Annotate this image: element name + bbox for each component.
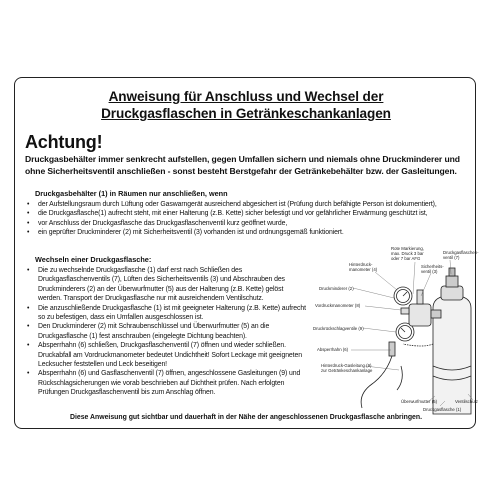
label-max-pressure-afg: oder 7 bar AFG <box>391 256 421 261</box>
label-cylinder-valve: Druckgasflaschen- <box>443 250 479 255</box>
gas-cylinder-diagram <box>305 246 479 414</box>
label-gas-cylinder: Druckgasflasche (1) <box>423 407 462 412</box>
label-shutoff-valve: Absperrhahn (6) <box>317 347 349 352</box>
label-safety-valve: Sicherheits- <box>421 264 444 269</box>
list-item: • Absperrhahn (6) und Gasflaschenventil (7) öffnen, angeschlossene Gasleitungen (9) und Rückschlagsicherungen wie vorab beschrieben auf Dichtheit prüfen. Nach erfolgten Prüfungen Druckgasflaschenventil bis zum Anschlag öffnen. <box>25 369 308 397</box>
label-hinterdruck: Hinterdruck- <box>349 262 373 267</box>
label-check-valves: Druckrückschlagventile (9) <box>313 326 364 331</box>
label-valve-protection: Ventilschutz <box>455 399 478 404</box>
list-item: • Die anzuschließende Druckgasflasche (1) ist mit geeigneter Halterung (z.B. Kette) aufrecht so zu befestigen, dass ein Umfallen ausgeschlossen ist. <box>25 304 308 323</box>
label-inlet-gauge: Vordruckmanometer (8) <box>315 303 361 308</box>
attention-heading: Achtung! <box>25 132 103 152</box>
label-gas-line: Hinterdruck-Gasleitung (9) <box>321 363 372 368</box>
label-max-pressure: max. Druck 3 bar <box>391 251 424 256</box>
label-cylinder-valve-2: ventil (7) <box>443 255 460 260</box>
label-red-marking: Rote Markierung, <box>391 246 424 251</box>
section1-title: Druckgasbehälter (1) in Räumen nur anschließen, wenn <box>35 189 228 198</box>
section1-list <box>25 200 471 238</box>
gas-cylinder-illustration <box>433 268 471 414</box>
list-item: • die Druckgasflasche(1) aufrecht steht, mit einer Halterung (z.B. Kette) sicher befestigt und vor gefährlicher Erwärmung geschützt ist, <box>25 209 471 218</box>
label-union-nut: Überwurfmutter (5) <box>401 399 438 404</box>
list-item: • vor Anschluss der Druckgasflasche das Druckgasflaschenventil kurz geöffnet wurde, <box>25 219 471 228</box>
list-item: • ein geprüfter Druckminderer (2) mit Sicherheitsventil (3) vorhanden ist und ordnungsgemäß funktioniert. <box>25 228 471 237</box>
list-item: • Absperrhahn (6) schließen, Druckgasflaschenventil (7) öffnen und wieder schließen. Druckabfall am Vordruckmanometer bedeutet Undichtheit! Sofort Leckage mit geeigneten Lecksucher feststellen und Leck beseitigen! <box>25 341 308 369</box>
list-item: • Den Druckminderer (2) mit Schraubenschlüssel und Überwurfmutter (5) an die Druckgasflasche (1) fest anschrauben (eingelegte Dichtung beachten). <box>25 322 308 341</box>
warning-text: Druckgasbehälter immer senkrecht aufstellen, gegen Umfallen sichern und niemals ohne Druckminderer und ohne Sicherheitsventil anschließen - sonst besteht Berstgefahr der Getränkebehälter bzw. der Gasleitungen. <box>25 154 460 176</box>
list-item: • Die zu wechselnde Druckgasflasche (1) darf erst nach Schließen des Druckgasflaschenventils (7), Lüften des Sicherheitsventils (3) und Abschrauben des Druckminderers (2) an der Überwurfmutter (5) aus der Halterung (z.B. Kette) gelöst werden. Transport der Druckgasflasche nur mit ausreichendem Ventilschutz. <box>25 266 308 304</box>
footer-note: Diese Anweisung gut sichtbar und dauerhaft in der Nähe der angeschlossenen Druckgasflasche anbringen. <box>69 414 422 421</box>
section2-list <box>25 266 308 398</box>
label-gas-line-2: zur Getränkeschankanlage <box>321 368 373 373</box>
label-safety-valve-2: ventil (3) <box>421 269 438 274</box>
section2-title: Wechseln einer Druckgasflasche: <box>35 255 152 264</box>
title-line-1: Anweisung für Anschluss und Wechsel der <box>108 89 384 104</box>
instruction-sign <box>14 77 479 429</box>
label-hinterdruck-2: manometer (4) <box>349 267 378 272</box>
list-item: • der Aufstellungsraum durch Lüftung oder Gaswarngerät ausreichend abgesichert ist (Prüfung durch befähigte Person ist dokumentiert), <box>25 200 471 209</box>
title-line-2: Druckgasflaschen in Getränkeschankanlagen <box>101 106 391 121</box>
label-pressure-reducer: Druckminderer (2) <box>319 286 354 291</box>
